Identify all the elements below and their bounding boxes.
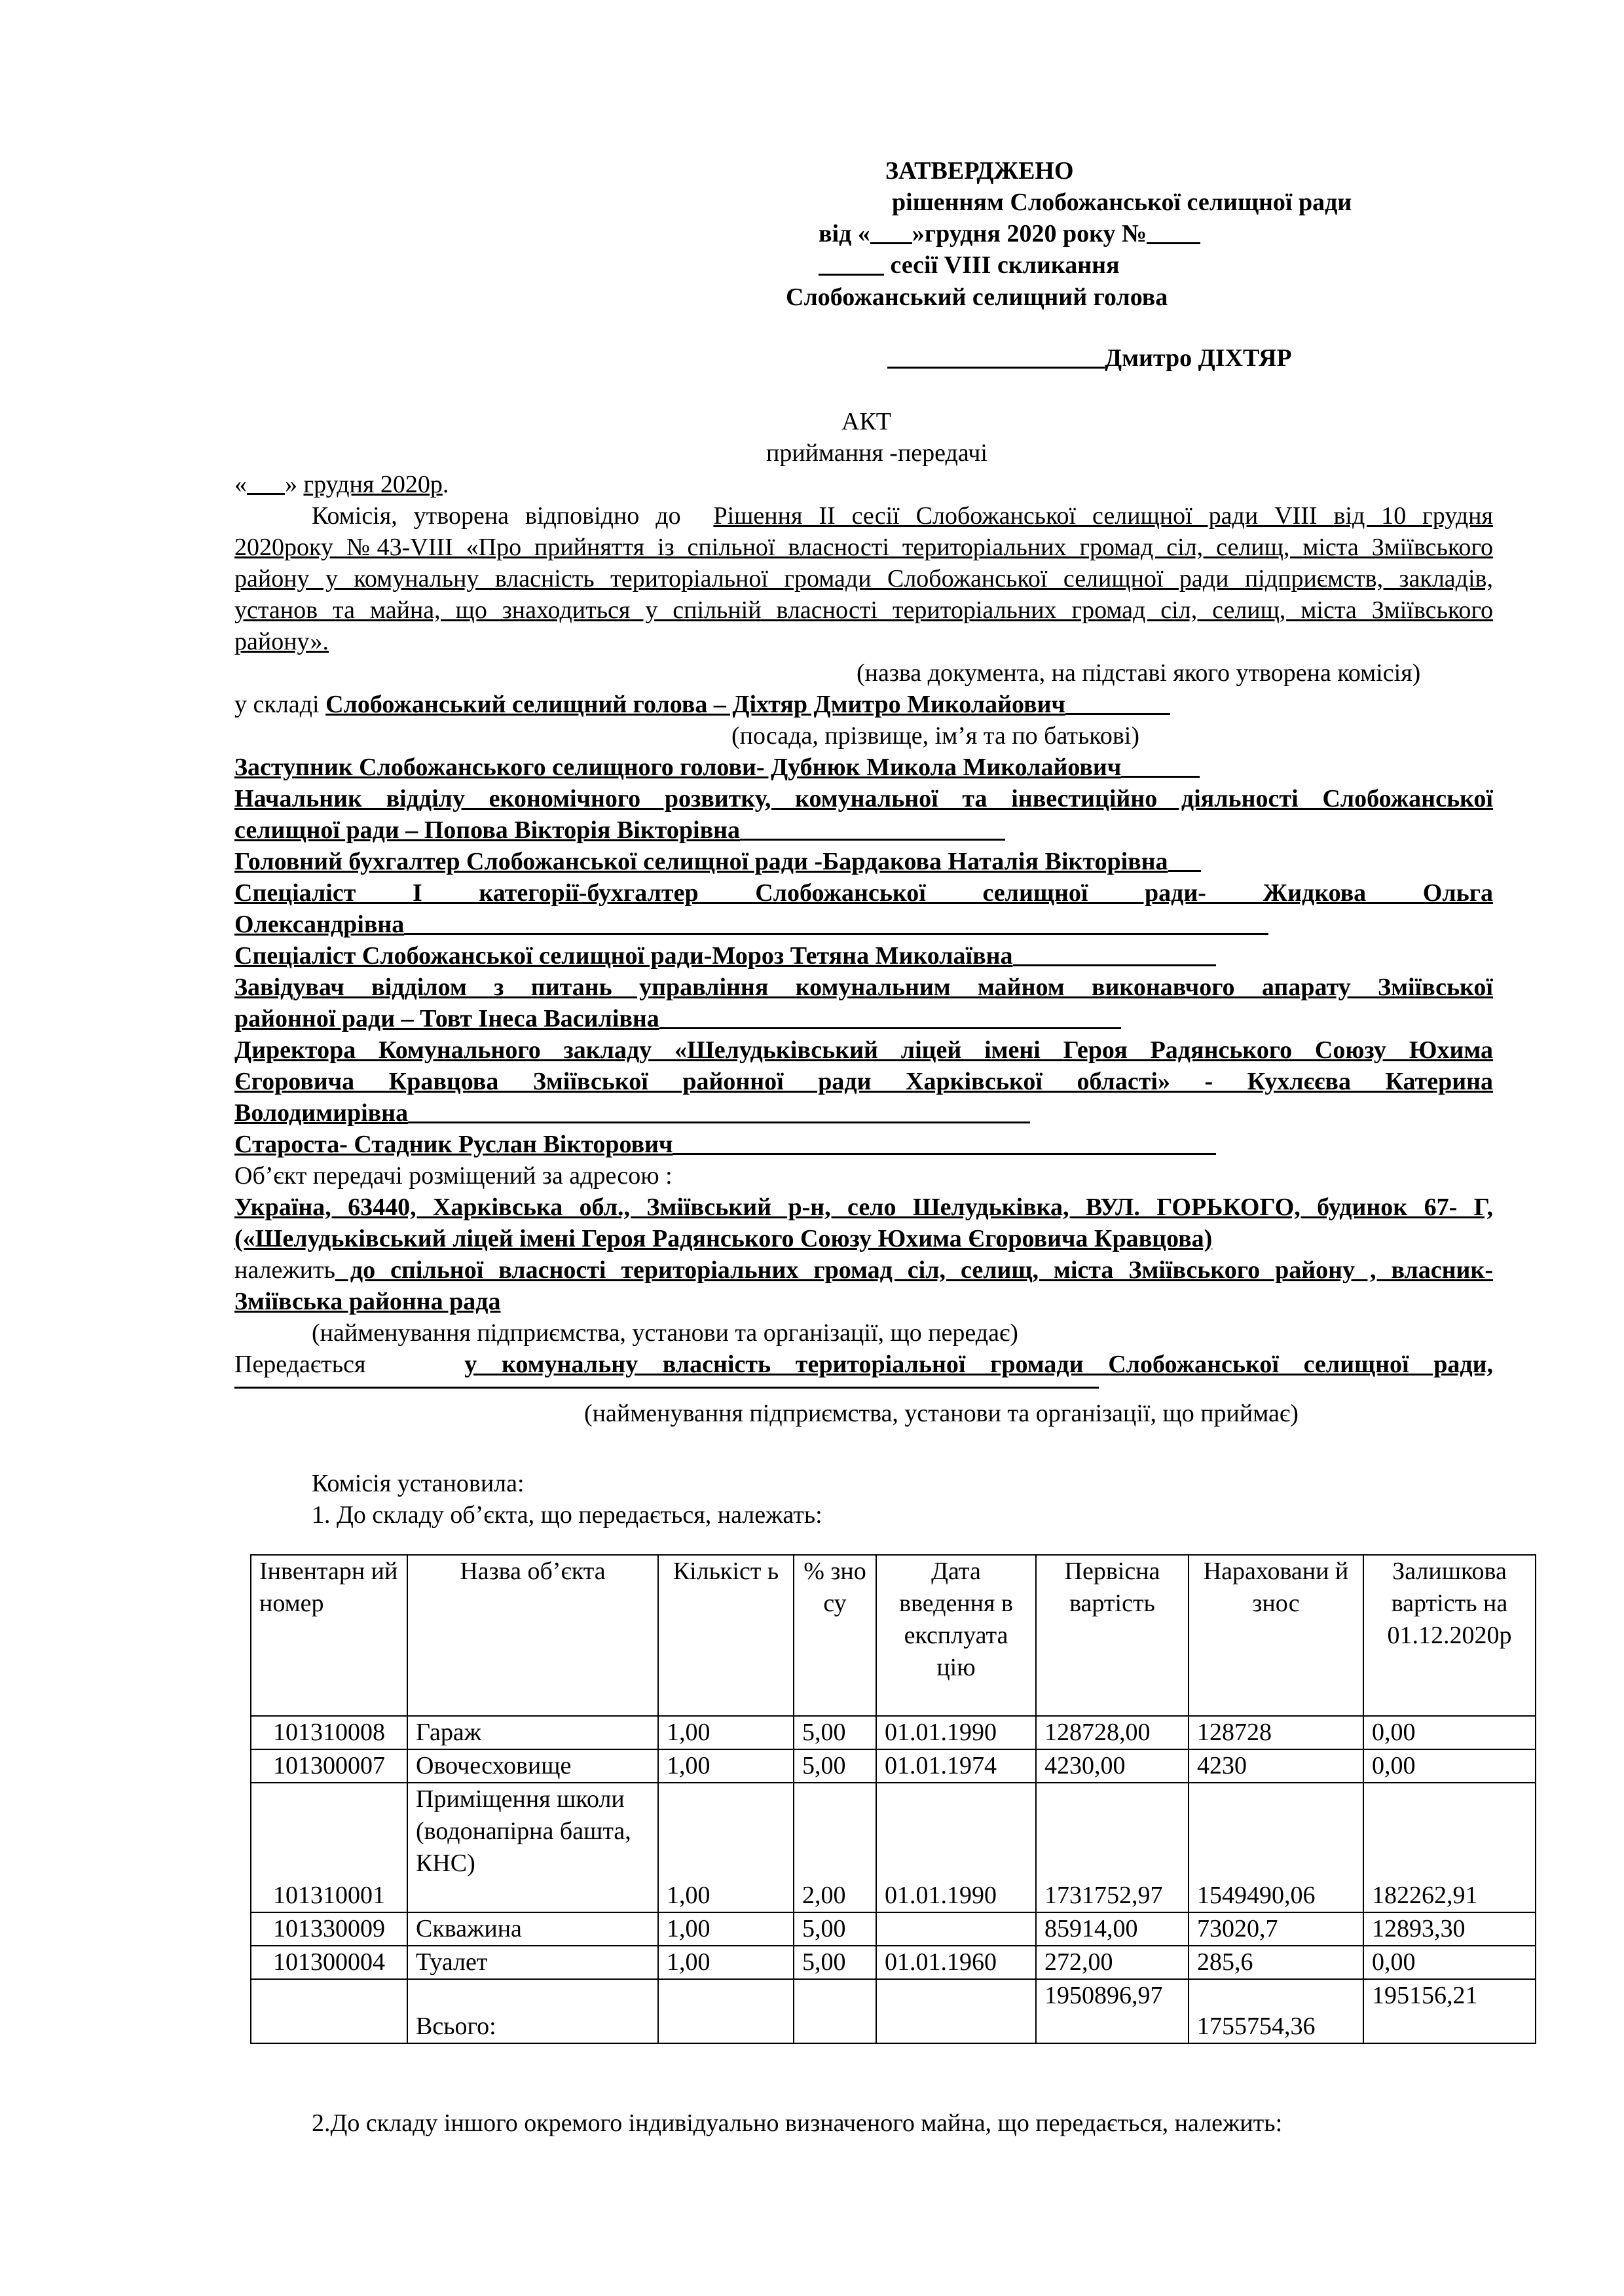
cell-quantity: 1,00 bbox=[658, 1749, 794, 1783]
act-date-dot: . bbox=[442, 471, 449, 498]
commission-chair bbox=[234, 689, 1170, 720]
approval-signature bbox=[887, 342, 1292, 374]
cell-wear-percent: 5,00 bbox=[794, 1946, 876, 1979]
approval-line-3 bbox=[819, 249, 1120, 281]
session-number-blank bbox=[819, 250, 884, 276]
basis-line-5: району». bbox=[234, 628, 329, 655]
table-row bbox=[251, 1749, 1536, 1783]
address-line-2: («Шелудьківський ліцей імені Героя Радянського Союзу Юхима Єгоровича Кравцова) bbox=[234, 1225, 1213, 1252]
member-2-blank bbox=[740, 815, 1005, 841]
act-date-month-year: грудня 2020р bbox=[303, 471, 443, 498]
cell-initial-cost: 128728,00 bbox=[1036, 1716, 1189, 1749]
approval-title: ЗАТВЕРДЖЕНО bbox=[885, 157, 1074, 185]
member-8-blank bbox=[673, 1129, 1216, 1155]
cell-commission-date bbox=[876, 1912, 1036, 1946]
cell-initial-cost: 272,00 bbox=[1036, 1946, 1189, 1979]
table-row bbox=[251, 1716, 1536, 1749]
to-caption: (найменування підприємства, установи та організації, що приймає) bbox=[584, 1400, 1299, 1427]
findings-item-2: 2.До складу іншого окремого індивідуально визначеного майна, що передається, належить: bbox=[312, 2109, 1283, 2137]
cell-accrued-wear: 1549490,06 bbox=[1189, 1783, 1363, 1912]
basis-text-1: Рішення ІІ сесії Слобожанської селищної ради VIII від 10 грудня bbox=[713, 502, 1493, 530]
cell-residual-value: 12893,30 bbox=[1363, 1912, 1536, 1946]
cell-commission-date: 01.01.1974 bbox=[876, 1749, 1036, 1783]
member-7-line-1: Директора Комунального закладу «Шелудьківський ліцей імені Героя Радянського Союзу Юхима bbox=[234, 1036, 1493, 1064]
from-caption: (найменування підприємства, установи та організації, що передає) bbox=[312, 1319, 1018, 1347]
approval-date-prefix: від « bbox=[819, 220, 870, 247]
cell-empty bbox=[658, 1979, 794, 2043]
cell-inventory-number: 101310008 bbox=[251, 1716, 407, 1749]
cell-commission-date: 01.01.1990 bbox=[876, 1716, 1036, 1749]
cell-empty bbox=[794, 1979, 876, 2043]
cell-accrued-wear: 285,6 bbox=[1189, 1946, 1363, 1979]
header-wear-percent: % зно су bbox=[794, 1555, 876, 1716]
basis-line-2: 2020року №43-VIII «Про прийняття із спільної власності територіальних громад сіл, селищ, міста Зміївського bbox=[234, 534, 1493, 561]
approval-number-blank bbox=[1147, 219, 1200, 244]
member-6-blank bbox=[659, 1004, 1121, 1029]
approval-date-rest: »грудня 2020 року № bbox=[912, 220, 1147, 247]
basis-line-1 bbox=[312, 500, 1493, 532]
belongs-line-1 bbox=[234, 1254, 1493, 1286]
act-date-open: « bbox=[234, 471, 247, 498]
belongs-text-1: до спільної власності територіальних громад сіл, селищ, міста Зміївського району , власник- bbox=[335, 1256, 1493, 1284]
member-5 bbox=[234, 940, 1216, 972]
approval-line-1: рішенням Слобожанської селищної ради bbox=[892, 189, 1352, 216]
member-3 bbox=[234, 846, 1201, 877]
cell-residual-value: 0,00 bbox=[1363, 1749, 1536, 1783]
cell-quantity: 1,00 bbox=[658, 1912, 794, 1946]
address-line-1: Україна, 63440, Харківська обл., Зміївський р-н, село Шелудьківка, ВУЛ. ГОРЬКОГО, будинок 67- Г, bbox=[234, 1194, 1493, 1221]
act-day-blank bbox=[247, 469, 285, 495]
findings-item-1: 1. До складу об’єкта, що передається, належать: bbox=[312, 1501, 822, 1529]
member-1 bbox=[234, 752, 1200, 783]
transfer-blank-line bbox=[234, 1387, 1099, 1389]
transfer-prefix: Передається bbox=[234, 1351, 366, 1378]
member-5-blank bbox=[1013, 941, 1216, 966]
cell-object-name: Овочесховище bbox=[407, 1749, 658, 1783]
member-4-line-1: Спеціаліст І категорії-бухгалтер Слобожанської селищної ради- Жидкова Ольга bbox=[234, 879, 1493, 907]
cell-inventory-number: 101310001 bbox=[251, 1783, 407, 1912]
cell-initial-cost: 85914,00 bbox=[1036, 1912, 1189, 1946]
basis-line-4: установ та майна, що знаходиться у спільній власності територіальних громад сіл, селищ, міста Зміївського bbox=[234, 596, 1493, 624]
table-header-row bbox=[251, 1555, 1536, 1716]
approval-line-4: Слобожанський селищний голова bbox=[786, 283, 1168, 311]
address-label: Об’єкт передачі розміщений за адресою : bbox=[234, 1162, 673, 1190]
header-residual-value: Залишкова вартість на 01.12.2020р bbox=[1363, 1555, 1536, 1716]
commission-chair-name: Слобожанський селищний голова – Діхтяр Дмитро Миколайович bbox=[325, 691, 1065, 718]
member-2-text: селищної ради – Попова Вікторія Вікторівна bbox=[234, 816, 741, 844]
cell-quantity: 1,00 bbox=[658, 1716, 794, 1749]
cell-initial-cost: 1731752,97 bbox=[1036, 1783, 1189, 1912]
act-date bbox=[234, 469, 449, 500]
member-2-line-1: Начальник відділу економічного розвитку, комунальної та інвестиційно діяльності Слобожанської bbox=[234, 785, 1493, 812]
member-8 bbox=[234, 1129, 1216, 1160]
cell-wear-percent: 5,00 bbox=[794, 1716, 876, 1749]
findings-intro: Комісія установила: bbox=[312, 1470, 525, 1497]
header-commission-date: Дата введення в експлуата цію bbox=[876, 1555, 1036, 1716]
cell-object-name: Гараж bbox=[407, 1716, 658, 1749]
total-accrued-wear: 1755754,36 bbox=[1189, 1979, 1363, 2043]
act-title: АКТ bbox=[841, 408, 891, 435]
cell-quantity: 1,00 bbox=[658, 1783, 794, 1912]
transfer-line bbox=[234, 1349, 1493, 1380]
member-3-blank bbox=[1168, 847, 1201, 872]
member-7-line-2: Єгоровича Кравцова Зміївської районної ради Харківської області» - Кухлєєва Катерина bbox=[234, 1068, 1493, 1095]
basis-line-3: району у комунальну власність територіальної громади Слобожанської селищної ради підприємств, закладів, bbox=[234, 565, 1493, 592]
member-4-line-2 bbox=[234, 909, 1268, 940]
approval-line-2 bbox=[819, 218, 1200, 249]
cell-initial-cost: 4230,00 bbox=[1036, 1749, 1189, 1783]
cell-residual-value: 182262,91 bbox=[1363, 1783, 1536, 1912]
signature-blank bbox=[887, 343, 1105, 369]
belongs-line-2: Зміївська районна рада bbox=[234, 1288, 501, 1315]
member-7-line-3 bbox=[234, 1097, 1030, 1129]
cell-accrued-wear: 128728 bbox=[1189, 1716, 1363, 1749]
total-residual-value: 195156,21 bbox=[1363, 1979, 1536, 2043]
member-7-text: Володимирівна bbox=[234, 1099, 409, 1127]
approval-session-text: сесії VIII скликання bbox=[884, 251, 1120, 279]
cell-residual-value: 0,00 bbox=[1363, 1716, 1536, 1749]
table-row bbox=[251, 1946, 1536, 1979]
cell-residual-value: 0,00 bbox=[1363, 1946, 1536, 1979]
signatory-name: Дмитро ДІХТЯР bbox=[1105, 344, 1292, 372]
header-quantity: Кількіст ь bbox=[658, 1555, 794, 1716]
member-6-line-1: Завідувач відділом з питань управління комунальним майном виконавчого апарату Зміївської bbox=[234, 974, 1493, 1001]
approval-day-blank bbox=[870, 219, 912, 244]
member-8-text: Староста- Стадник Руслан Вікторович bbox=[234, 1131, 673, 1158]
member-2-line-2 bbox=[234, 814, 1005, 846]
header-initial-cost: Первісна вартість bbox=[1036, 1555, 1189, 1716]
cell-wear-percent: 2,00 bbox=[794, 1783, 876, 1912]
total-initial-cost: 1950896,97 bbox=[1036, 1979, 1189, 2043]
total-label: Всього: bbox=[407, 1979, 658, 2043]
member-5-text: Спеціаліст Слобожанської селищної ради-Мороз Тетяна Миколаївна bbox=[234, 942, 1013, 970]
cell-object-name: Скважина bbox=[407, 1912, 658, 1946]
table-total-row bbox=[251, 1979, 1536, 2043]
cell-object-name: Приміщення школи (водонапірна башта, КНС) bbox=[407, 1783, 658, 1912]
cell-wear-percent: 5,00 bbox=[794, 1912, 876, 1946]
commission-caption: (посада, прізвище, ім’я та по батькові) bbox=[731, 722, 1139, 750]
header-object-name: Назва об’єкта bbox=[407, 1555, 658, 1716]
cell-accrued-wear: 73020,7 bbox=[1189, 1912, 1363, 1946]
cell-wear-percent: 5,00 bbox=[794, 1749, 876, 1783]
member-4-text: Олександрівна bbox=[234, 911, 405, 938]
chair-blank bbox=[1065, 689, 1170, 715]
basis-intro: Комісія, утворена відповідно до bbox=[312, 502, 681, 530]
basis-caption: (назва документа, на підставі якого утворена комісія) bbox=[857, 659, 1421, 687]
cell-commission-date: 01.01.1990 bbox=[876, 1783, 1036, 1912]
belongs-prefix: належить bbox=[234, 1256, 335, 1284]
cell-accrued-wear: 4230 bbox=[1189, 1749, 1363, 1783]
header-inventory-number: Інвентарн ий номер bbox=[251, 1555, 407, 1716]
inventory-table bbox=[250, 1554, 1536, 2044]
member-1-blank bbox=[1121, 752, 1200, 778]
member-7-blank bbox=[408, 1098, 1030, 1123]
table-row bbox=[251, 1783, 1536, 1912]
cell-inventory-number: 101330009 bbox=[251, 1912, 407, 1946]
cell-empty bbox=[251, 1979, 407, 2043]
cell-empty bbox=[876, 1979, 1036, 2043]
cell-commission-date: 01.01.1960 bbox=[876, 1946, 1036, 1979]
member-6-line-2 bbox=[234, 1003, 1121, 1034]
member-1-text: Заступник Слобожанського селищного голови- Дубнюк Микола Миколайович bbox=[234, 754, 1122, 781]
cell-inventory-number: 101300004 bbox=[251, 1946, 407, 1979]
act-subtitle: приймання -передачі bbox=[766, 439, 987, 467]
member-4-blank bbox=[404, 909, 1268, 935]
commission-prefix: у складі bbox=[234, 691, 320, 718]
cell-inventory-number: 101300007 bbox=[251, 1749, 407, 1783]
table-row bbox=[251, 1912, 1536, 1946]
act-date-close: » bbox=[285, 471, 304, 498]
transfer-text: у комунальну власність територіальної громади Слобожанської селищної ради, bbox=[464, 1351, 1493, 1378]
cell-object-name: Туалет bbox=[407, 1946, 658, 1979]
member-6-text: районної ради – Товт Інеса Василівна bbox=[234, 1005, 659, 1032]
header-accrued-wear: Нараховани й знос bbox=[1189, 1555, 1363, 1716]
cell-quantity: 1,00 bbox=[658, 1946, 794, 1979]
member-3-text: Головний бухгалтер Слобожанської селищної ради -Бардакова Наталія Вікторівна bbox=[234, 848, 1168, 875]
